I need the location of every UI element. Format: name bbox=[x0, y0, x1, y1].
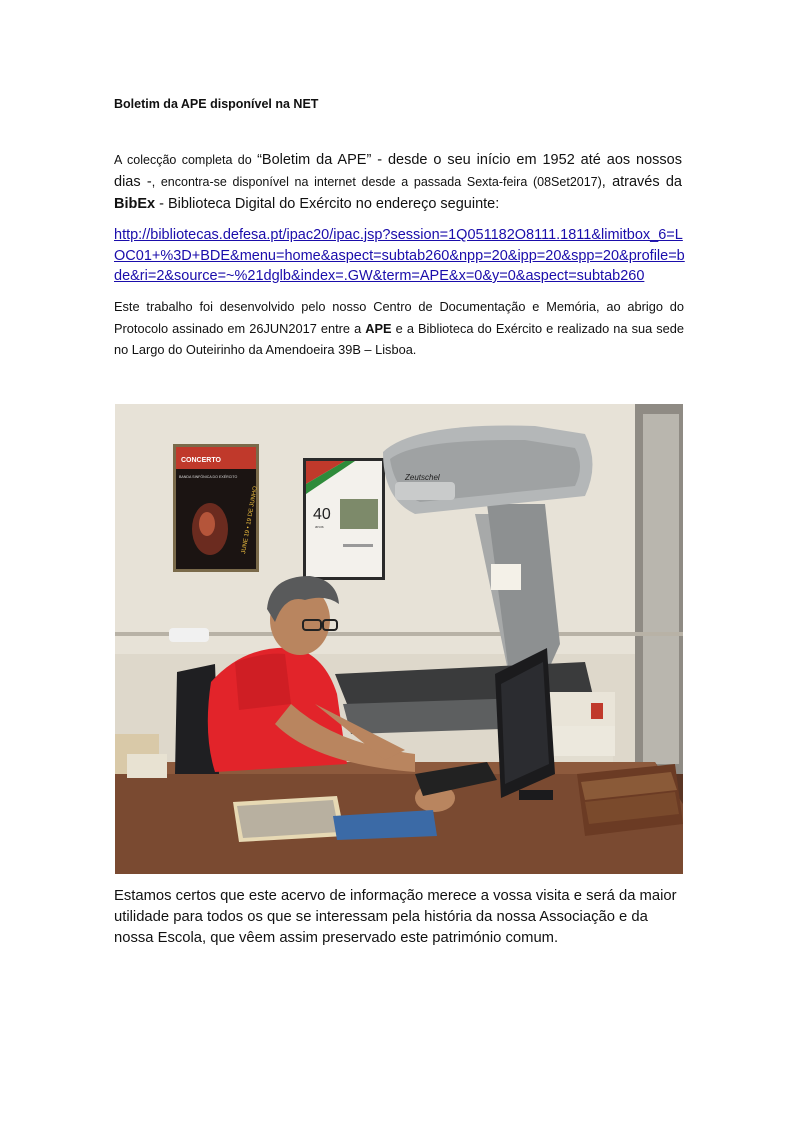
intro-text-1: A colecção completa do bbox=[114, 153, 258, 167]
ape-label: APE bbox=[365, 320, 392, 336]
closing-paragraph bbox=[114, 886, 686, 949]
document-title: Boletim da APE disponível na NET bbox=[114, 97, 319, 111]
closing-line-2: utilidade para todos os que se interessam pela história da nossa Associação e da bbox=[114, 909, 648, 925]
closing-line-3: nossa Escola, que vêem assim preservado este património comum. bbox=[114, 930, 559, 946]
intro-text-2: “Boletim da APE” - desde o seu início em 1952 até aos nossos dias - bbox=[114, 152, 682, 190]
scanner-photo bbox=[115, 404, 683, 874]
bibex-label: BibEx bbox=[114, 196, 156, 212]
project-text-1: Este trabalho foi desenvolvido pelo nosso Centro de Documentação e Memória, ao abrigo do Protocolo assinado em 26JUN2017 entre a bbox=[114, 299, 684, 336]
photo-illustration bbox=[115, 404, 683, 874]
intro-paragraph bbox=[114, 149, 682, 215]
poster2-number: 40 bbox=[313, 506, 331, 523]
project-text-2: e a Biblioteca do Exército e realizado na sua sede no Largo do Outeirinho da Amendoeira 39B – Lisboa. bbox=[114, 320, 685, 357]
poster1-subheading: BANDA SINFÓNICA DO EXÉRCITO bbox=[179, 475, 238, 479]
catalog-link[interactable]: http://bibliotecas.defesa.pt/ipac20/ipac.jsp?session=1Q051182O8111.1811&limitbox_6=LOC01+%3D+BDE&menu=home&aspect=subtab260&npp=20&ipp=20&spp=20&profile=bde&ri=2&source=~%21dglb&index=.GW&term=APE&x=0&y=0&aspect=subtab260 bbox=[114, 227, 685, 284]
intro-text-5: - Biblioteca Digital do Exército no endereço seguinte: bbox=[155, 196, 500, 212]
intro-text-4: , através da bbox=[601, 174, 682, 190]
poster2-small: anos bbox=[315, 524, 324, 529]
project-paragraph bbox=[114, 296, 684, 361]
poster1-date: JUNE 19 • 19 DE JUNHO bbox=[241, 485, 259, 555]
scanner-brand: Zeutschel bbox=[405, 473, 440, 482]
intro-text-3: , encontra-se disponível na internet desde a passada Sexta-feira (08Set2017) bbox=[151, 175, 602, 189]
poster1-heading: CONCERTO bbox=[181, 457, 221, 464]
closing-line-1: Estamos certos que este acervo de informação merece a vossa visita e será da maior bbox=[114, 888, 677, 904]
